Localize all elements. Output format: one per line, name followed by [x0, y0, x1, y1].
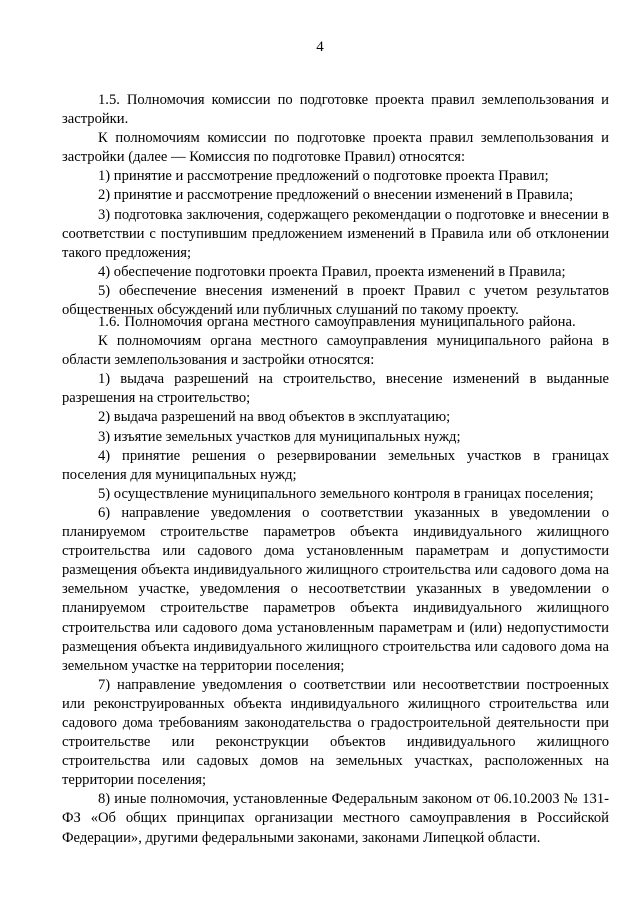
- section-intro: К полномочиям органа местного самоуправления муниципального района в области землепользования и застройки относятся:: [62, 333, 609, 369]
- list-item: 2) выдача разрешений на ввод объектов в эксплуатацию;: [98, 409, 451, 426]
- list-item: 3) изъятие земельных участков для муниципальных нужд;: [98, 428, 461, 445]
- list-item: 3) подготовка заключения, содержащего рекомендации о подготовке и внесении в соответствии с поступившим предложением изменений в Правила или об отклонении такого предложения;: [62, 206, 609, 261]
- section-heading: 1.6. Полномочия органа местного самоуправления муниципального района.: [98, 314, 576, 330]
- list-item: 8) иные полномочия, установленные Федеральным законом от 06.10.2003 № 131-ФЗ «Об общих принципах организации местного самоуправления в Российской Федерации», другими федеральными законами, законами Липецкой области.: [62, 791, 609, 846]
- list-item: 2) принятие и рассмотрение предложений о внесении изменений в Правила;: [98, 187, 574, 204]
- list-item: 6) направление уведомления о соответствии указанных в уведомлении о планируемом строительстве параметров объекта индивидуального жилищного строительства или садового дома установленным параметрам и допустимости размещения объекта индивидуального жилищного строительства или садового дома на земельном участке, уведомления о несоответствии указанных в уведомлении о планируемом строительстве параметров объекта индивидуального жилищного строительства или садового дома установленным параметрам и (или) недопустимости размещения объекта индивидуального жилищного строительства или садового дома на земельном участке на территории поселения;: [62, 504, 609, 674]
- list-item: 5) обеспечение внесения изменений в проект Правил с учетом результатов общественных обсуждений или публичных слушаний по такому проекту.: [62, 282, 609, 319]
- list-item: 5) осуществление муниципального земельного контроля в границах поселения;: [98, 485, 594, 502]
- section-1-5: [62, 91, 609, 320]
- list-item: 1) принятие и рассмотрение предложений о подготовке проекта Правил;: [98, 168, 549, 185]
- list-item: 4) принятие решения о резервировании земельных участков в границах поселения для муниципальных нужд;: [62, 447, 609, 483]
- list-item: 4) обеспечение подготовки проекта Правил, проекта изменений в Правила;: [98, 263, 566, 280]
- section-heading: 1.5. Полномочия комиссии по подготовке проекта правил землепользования и застройки.: [62, 92, 609, 128]
- page-number: 4: [316, 39, 324, 55]
- section-1-6: [62, 313, 609, 848]
- section-intro: К полномочиям комиссии по подготовке проекта правил землепользования и застройки (далее — Комиссия по подготовке Правил) относятся:: [62, 130, 609, 166]
- list-item: 7) направление уведомления о соответствии или несоответствии построенных или реконструированных объекта индивидуального жилищного строительства или садового дома требованиям законодательства о градостроительной деятельности при строительстве или реконструкции объектов индивидуального жилищного строительства или садовых домов на земельных участках, расположенных на территории поселения;: [62, 676, 609, 789]
- list-item: 1) выдача разрешений на строительство, внесение изменений в выданные разрешения на строительство;: [62, 371, 609, 407]
